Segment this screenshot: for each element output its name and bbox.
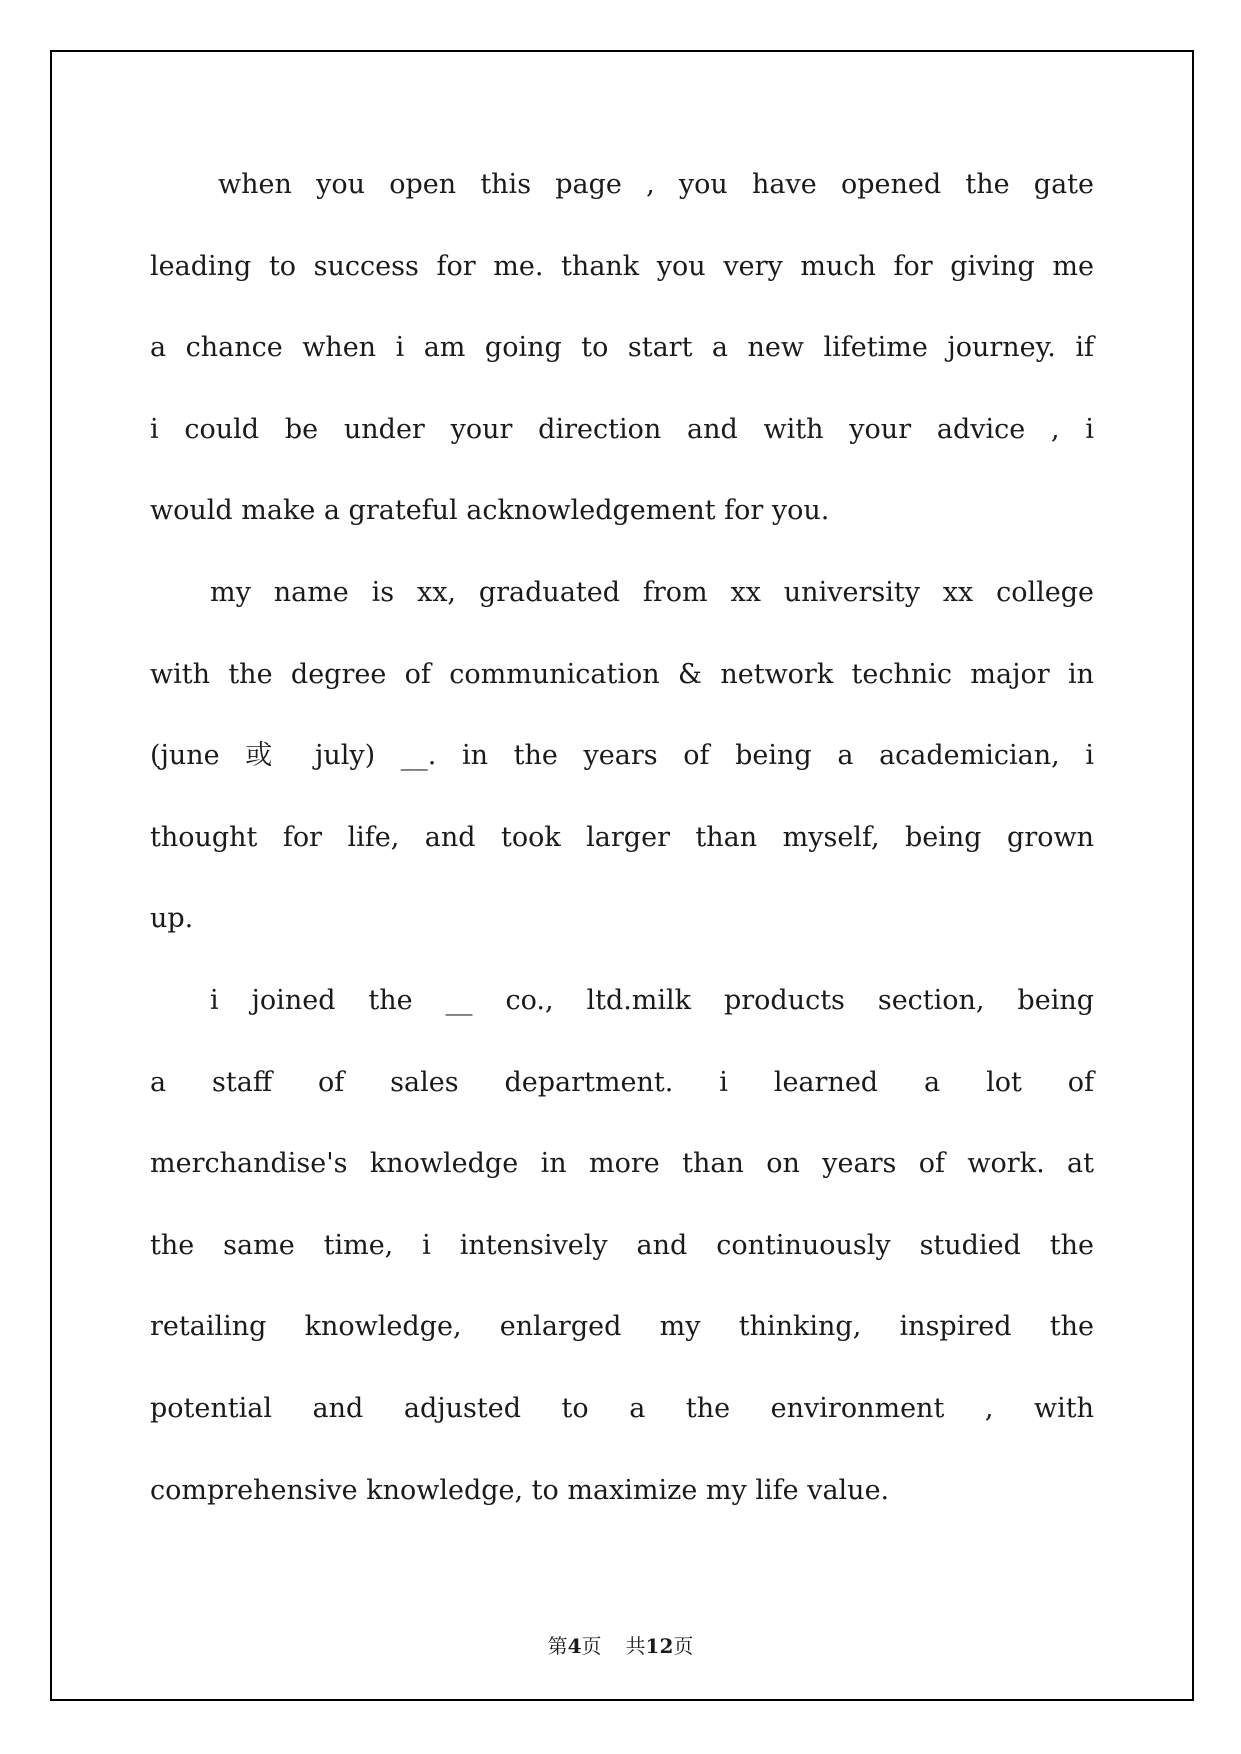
total-pages: 12 bbox=[645, 1634, 674, 1658]
text-line: with the degree of communication & network technic major in bbox=[150, 658, 1094, 690]
text-line: thought for life, and took larger than myself, being grown bbox=[150, 821, 1094, 853]
text-line: (june 或 july) __. in the years of being a academician, i bbox=[150, 740, 1094, 772]
text-line: a staff of sales department. i learned a lot of bbox=[150, 1066, 1094, 1098]
text-line: i joined the __ co., ltd.milk products section, being bbox=[210, 984, 1094, 1016]
footer-total-prefix: 共 bbox=[625, 1634, 646, 1658]
page-number: 4 bbox=[567, 1634, 582, 1658]
footer-page-suffix: 页 bbox=[581, 1634, 602, 1658]
text-line: comprehensive knowledge, to maximize my life value. bbox=[150, 1474, 890, 1506]
text-line: retailing knowledge, enlarged my thinking, inspired the bbox=[150, 1311, 1094, 1343]
text-line: leading to success for me. thank you very much for giving me bbox=[150, 250, 1094, 282]
document-body bbox=[150, 158, 1094, 1545]
text-line: merchandise's knowledge in more than on years of work. at bbox=[150, 1148, 1094, 1180]
text-line: i could be under your direction and with your advice , i bbox=[150, 413, 1094, 445]
text-line: potential and adjusted to a the environment , with bbox=[150, 1392, 1094, 1424]
text-line: when you open this page , you have opened the gate bbox=[218, 169, 1094, 200]
page-footer bbox=[0, 1630, 1241, 1659]
text-line: my name is xx, graduated from xx university xx college bbox=[210, 576, 1094, 608]
text-line: would make a grateful acknowledgement for you. bbox=[150, 495, 830, 527]
text-line: a chance when i am going to start a new lifetime journey. if bbox=[150, 332, 1094, 364]
footer-total-suffix: 页 bbox=[673, 1634, 694, 1658]
footer-prefix: 第 bbox=[547, 1634, 568, 1658]
text-line: up. bbox=[150, 903, 194, 935]
text-line: the same time, i intensively and continuously studied the bbox=[150, 1229, 1094, 1261]
